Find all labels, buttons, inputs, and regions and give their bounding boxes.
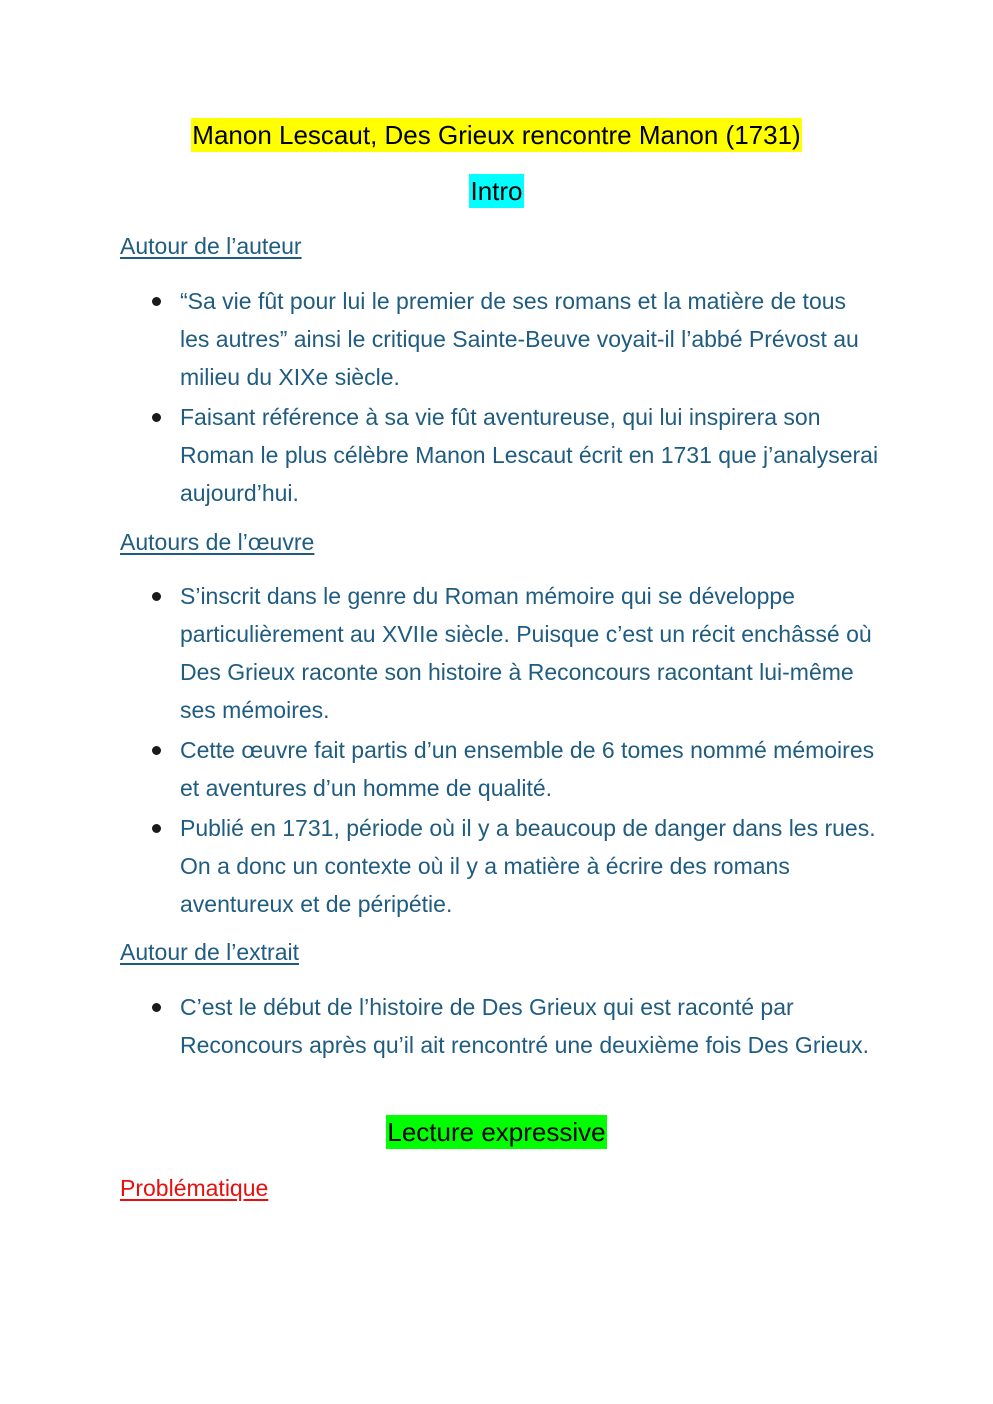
- intro-heading: Intro: [470, 176, 523, 206]
- document-title: Manon Lescaut, Des Grieux rencontre Manon (1731): [192, 120, 801, 150]
- section-heading-auteur: Autour de l’auteur: [120, 233, 302, 259]
- bullet-dot-icon: [152, 413, 161, 422]
- bullet-list-oeuvre: [120, 577, 880, 925]
- list-item: [120, 282, 880, 396]
- bullet-dot-icon: [152, 1003, 161, 1012]
- list-item-text: C’est le début de l’histoire de Des Grieux qui est raconté par Reconcours après qu’il ait rencontré une deuxième fois Des Grieux.: [180, 994, 870, 1058]
- list-item: [120, 577, 880, 729]
- bullet-list-extrait: [120, 988, 880, 1066]
- document-title-row: [0, 120, 993, 151]
- list-item: [120, 988, 880, 1064]
- section-heading-oeuvre: Autours de l’œuvre: [120, 529, 315, 555]
- bullet-dot-icon: [152, 297, 161, 306]
- lecture-heading-row: [0, 1117, 993, 1148]
- problematique-heading: Problématique: [120, 1175, 269, 1201]
- lecture-heading: Lecture expressive: [387, 1117, 606, 1147]
- list-item: [120, 809, 880, 923]
- bullet-dot-icon: [152, 592, 161, 601]
- bullet-dot-icon: [152, 746, 161, 755]
- bullet-list-auteur: [120, 282, 880, 514]
- list-item: [120, 731, 880, 807]
- list-item-text: Faisant référence à sa vie fût aventureuse, qui lui inspirera son Roman le plus célèbre Manon Lescaut écrit en 1731 que j’analyserai aujourd’hui.: [180, 404, 879, 506]
- bullet-dot-icon: [152, 824, 161, 833]
- list-item-text: S’inscrit dans le genre du Roman mémoire qui se développe particulièrement au XVIIe siècle. Puisque c’est un récit enchâssé où Des Grieux raconte son histoire à Reconcours racontant lui-même ses mémoires.: [180, 583, 872, 723]
- section-heading-extrait: Autour de l’extrait: [120, 939, 299, 965]
- list-item-text: Cette œuvre fait partis d’un ensemble de 6 tomes nommé mémoires et aventures d’un homme de qualité.: [180, 737, 875, 801]
- list-item-text: “Sa vie fût pour lui le premier de ses romans et la matière de tous les autres” ainsi le critique Sainte-Beuve voyait-il l’abbé Prévost au milieu du XIXe siècle.: [180, 288, 859, 390]
- list-item: [120, 398, 880, 512]
- intro-heading-row: [0, 176, 993, 207]
- list-item-text: Publié en 1731, période où il y a beaucoup de danger dans les rues. On a donc un contexte où il y a matière à écrire des romans aventureux et de péripétie.: [180, 815, 876, 917]
